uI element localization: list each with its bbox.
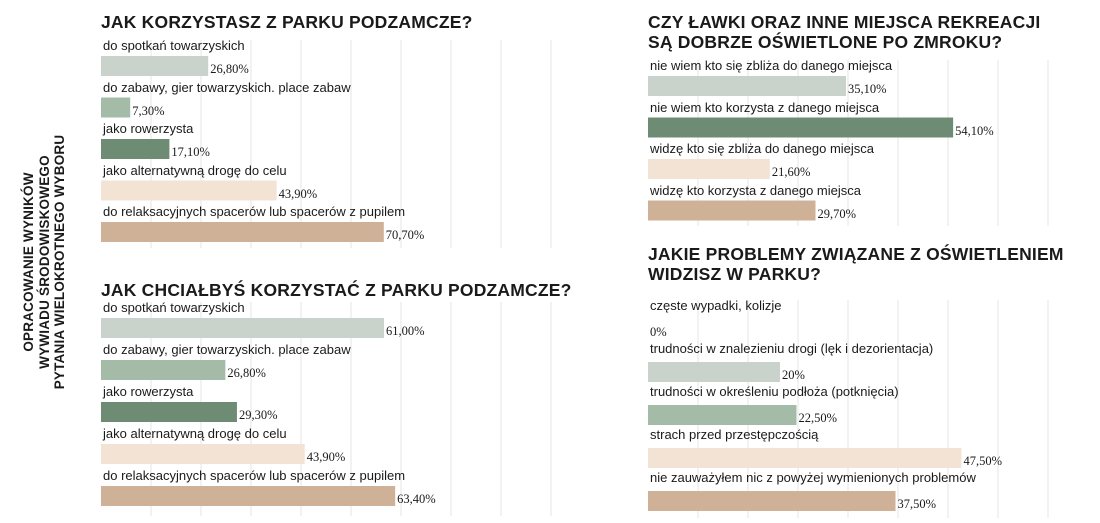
category-label: do zabawy, gier towarzyskich. place zabaw	[103, 342, 351, 357]
chart-title-line: CZY ŁAWKI ORAZ INNE MIEJSCA REKREACJI	[648, 12, 1041, 32]
chart-lighting-benches	[648, 12, 1093, 232]
bar	[101, 402, 237, 422]
category-label: nie wiem kto korzysta z danego miejsca	[650, 99, 880, 115]
bar	[648, 118, 953, 138]
value-label: 0%	[650, 325, 667, 339]
plot-area	[101, 302, 601, 516]
bar	[101, 486, 395, 506]
value-label: 37,50%	[897, 497, 937, 511]
side-title-line: OPRACOWANIE WYNIKÓW	[20, 172, 36, 352]
bar	[648, 201, 816, 221]
chart-title	[648, 244, 1064, 284]
chart-title: JAK KORZYSTASZ Z PARKU PODZAMCZE?	[101, 12, 473, 32]
bar	[648, 448, 962, 468]
value-label: 29,30%	[238, 408, 278, 422]
category-label: do spotkań towarzyskich	[103, 300, 245, 315]
value-label: 17,10%	[171, 145, 210, 159]
category-label: widzę kto się zbliża do danego miejsca	[650, 141, 875, 156]
value-label: 61,00%	[386, 324, 425, 338]
bar	[101, 181, 277, 201]
side-title-line: PYTANIA WIELOKROTNEGO WYBORU	[51, 134, 67, 390]
plot-area	[648, 60, 1093, 226]
category-label: strach przed przestępczością	[650, 427, 819, 442]
bars-svg	[101, 302, 601, 516]
chart-desired-use	[101, 280, 581, 520]
bar	[101, 98, 130, 118]
value-label: 29,70%	[817, 206, 857, 221]
value-label: 43,90%	[278, 186, 318, 201]
value-label: 54,10%	[955, 123, 994, 138]
value-label: 7,30%	[132, 103, 165, 118]
plot-area	[101, 40, 601, 248]
bar	[648, 405, 797, 425]
chart-lighting-problems	[648, 244, 1093, 519]
bar	[101, 222, 384, 242]
chart-current-use	[101, 12, 581, 252]
side-title	[21, 112, 68, 412]
bar	[101, 444, 305, 464]
category-label: jako alternatywną drogę do celu	[103, 162, 287, 178]
value-label: 47,50%	[963, 454, 1003, 468]
bar	[648, 159, 770, 179]
category-label: trudności w znalezieniu drogi (lęk i dezorientacja)	[650, 341, 934, 356]
category-label: do relaksacyjnych spacerów lub spacerów z pupilem	[103, 468, 406, 483]
bar	[648, 491, 896, 511]
bar	[101, 360, 225, 380]
value-label: 63,40%	[397, 492, 436, 506]
side-title-line: WYWIADU ŚRODOWISKOWEGO	[36, 155, 52, 369]
chart-title: JAK CHCIAŁBYŚ KORZYSTAĆ Z PARKU PODZAMCZE?	[101, 280, 572, 300]
category-label: jako alternatywną drogę do celu	[103, 426, 287, 441]
category-label: nie wiem kto się zbliża do danego miejsca	[650, 58, 893, 73]
category-label: do relaksacyjnych spacerów lub spacerów z pupilem	[103, 204, 406, 219]
category-label: widzę kto korzysta z danego miejsca	[650, 182, 861, 198]
bar	[101, 318, 384, 338]
value-label: 70,70%	[385, 228, 425, 242]
category-label: jako rowerzysta	[103, 384, 194, 399]
category-label: nie zauważyłem nic z powyżej wymienionych problemów	[650, 470, 976, 485]
chart-title-line: JAKIE PROBLEMY ZWIĄZANE Z OŚWIETLENIEM	[648, 244, 1064, 264]
value-label: 35,10%	[847, 82, 887, 96]
category-label: trudności w określeniu podłoża (potknięcia)	[650, 384, 899, 399]
value-label: 26,80%	[210, 62, 249, 76]
category-label: do zabawy, gier towarzyskich. place zabaw	[103, 79, 351, 95]
category-label: częste wypadki, kolizje	[650, 298, 782, 313]
bar	[101, 139, 169, 159]
category-label: do spotkań towarzyskich	[103, 38, 245, 53]
value-label: 26,80%	[227, 366, 266, 380]
value-label: 43,90%	[306, 450, 346, 464]
bar	[101, 56, 208, 76]
value-label: 22,50%	[798, 411, 838, 425]
bars-svg	[648, 300, 1093, 518]
bar	[648, 362, 780, 382]
chart-title-line: WIDZISZ W PARKU?	[648, 264, 821, 284]
value-label: 20%	[782, 368, 805, 382]
value-label: 21,60%	[771, 165, 811, 179]
chart-title-line: SĄ DOBRZE OŚWIETLONE PO ZMROKU?	[648, 32, 1003, 52]
chart-title	[648, 12, 1040, 52]
bar	[648, 76, 846, 96]
plot-area	[648, 300, 1093, 518]
category-label: jako rowerzysta	[103, 121, 194, 136]
